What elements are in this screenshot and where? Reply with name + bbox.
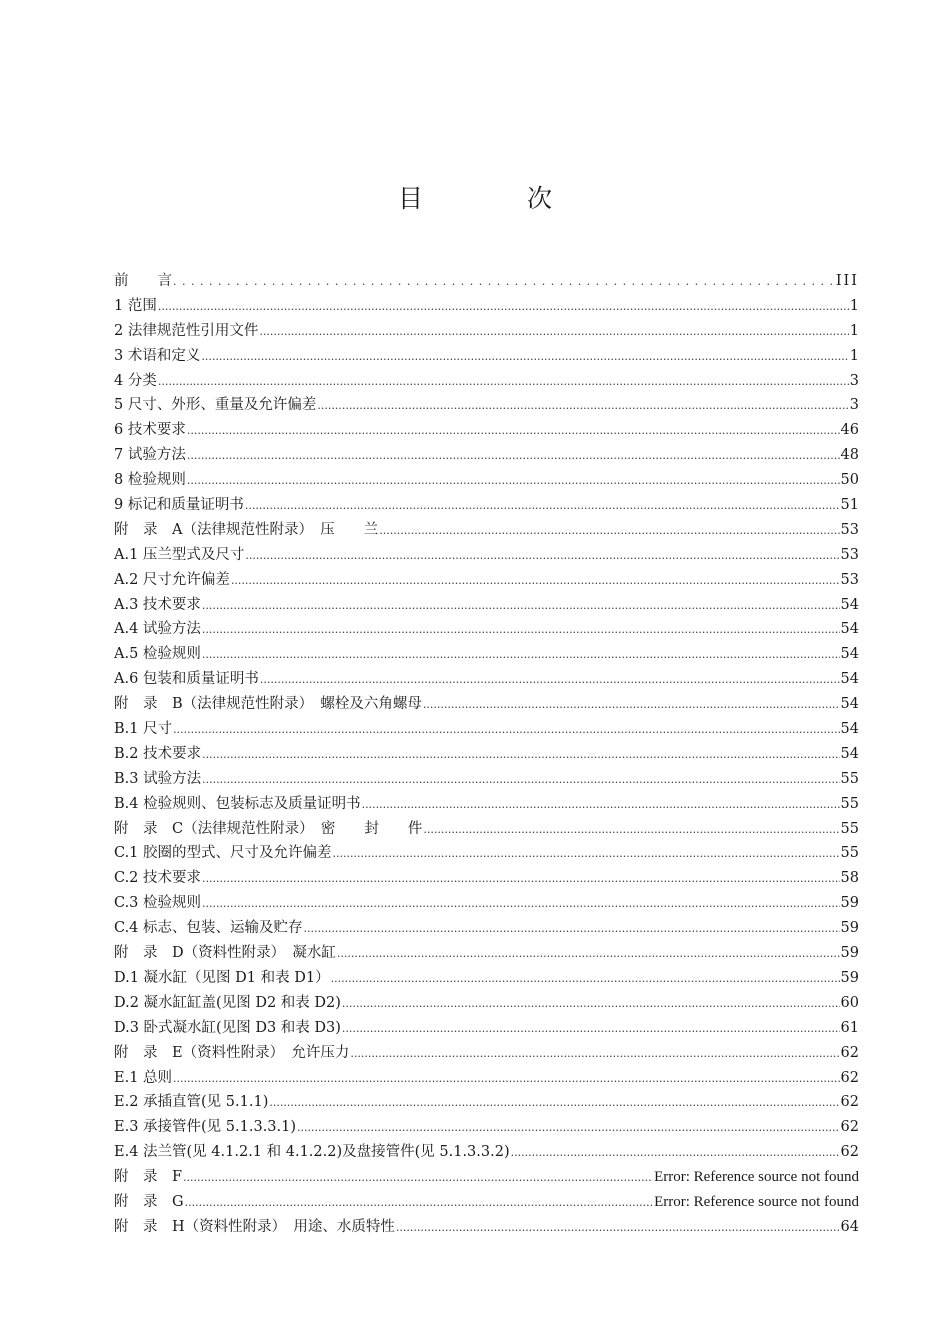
toc-dot-leader: [342, 992, 840, 1016]
toc-dot-leader: [202, 643, 840, 667]
toc-entry-page-number: 54: [840, 646, 859, 663]
toc-entry-page-number: 59: [840, 920, 859, 937]
toc-entry[interactable]: [114, 418, 859, 443]
table-of-contents: [114, 269, 859, 1240]
toc-dot-leader: [183, 1166, 653, 1190]
toc-dot-leader: [423, 818, 839, 842]
toc-entry-label: 2 法律规范性引用文件: [114, 322, 259, 339]
toc-dot-leader: [331, 967, 840, 991]
toc-dot-leader: [202, 768, 839, 792]
toc-dot-leader: [202, 892, 840, 916]
toc-dot-leader: [511, 1141, 840, 1165]
toc-entry[interactable]: [114, 642, 859, 667]
toc-entry-page-number: 62: [840, 1069, 859, 1086]
toc-dot-leader: [423, 693, 840, 717]
toc-entry-page-number: 3: [849, 372, 859, 389]
toc-entry[interactable]: [114, 1041, 859, 1066]
toc-entry-label: 1 范围: [114, 297, 157, 314]
toc-dot-leader: [379, 519, 839, 543]
toc-dot-leader: [187, 469, 840, 493]
toc-entry-page-number: 1: [849, 297, 859, 314]
toc-entry-page-number: Error: Reference source not found: [654, 1193, 859, 1210]
toc-entry-label: A.6 包装和质量证明书: [114, 671, 259, 688]
toc-dot-leader: [259, 320, 848, 344]
toc-entry[interactable]: [114, 717, 859, 742]
toc-entry-page-number: 1: [849, 347, 859, 364]
toc-entry-page-number: 54: [840, 671, 859, 688]
toc-entry-page-number: 1: [849, 322, 859, 339]
toc-entry-page-number: 54: [840, 696, 859, 713]
toc-entry-label: A.2 尺寸允许偏差: [114, 571, 230, 588]
toc-entry-page-number: 62: [840, 1144, 859, 1161]
toc-entry-label: E.3 承接管件(见 5.1.3.3.1): [114, 1119, 297, 1136]
toc-entry-label: C.3 检验规则: [114, 895, 202, 912]
toc-entry[interactable]: [114, 966, 859, 991]
toc-entry[interactable]: [114, 1115, 859, 1140]
toc-entry[interactable]: [114, 767, 859, 792]
toc-entry-label: 附 录 G: [114, 1193, 184, 1210]
toc-dot-leader: [202, 743, 839, 767]
toc-entry-page-number: 55: [840, 795, 859, 812]
toc-entry-label: C.4 标志、包装、运输及贮存: [114, 920, 303, 937]
toc-dot-leader: [350, 1042, 839, 1066]
toc-dot-leader: [185, 1191, 653, 1215]
toc-entry[interactable]: [114, 593, 859, 618]
toc-entry[interactable]: [114, 742, 859, 767]
toc-entry-label: D.2 凝水缸缸盖(见图 D2 和表 D2): [114, 994, 341, 1011]
toc-entry-page-number: 64: [840, 1218, 859, 1235]
toc-dot-leader: [269, 1091, 839, 1115]
page-title: 目 次: [398, 184, 600, 213]
toc-entry[interactable]: [114, 568, 859, 593]
toc-entry-label: 附 录 E（资料性附录） 允许压力: [114, 1044, 350, 1061]
toc-entry-label: 9 标记和质量证明书: [114, 497, 244, 514]
toc-entry-label: 前 言: [114, 273, 172, 289]
toc-entry-label: E.2 承插直管(见 5.1.1): [114, 1094, 269, 1111]
toc-entry[interactable]: [114, 269, 859, 294]
toc-entry-label: B.2 技术要求: [114, 745, 202, 762]
toc-entry[interactable]: [114, 1066, 859, 1091]
toc-entry-page-number: 54: [840, 596, 859, 613]
toc-entry-page-number: 60: [840, 994, 859, 1011]
toc-entry-page-number: 48: [840, 447, 859, 464]
toc-entry[interactable]: [114, 1016, 859, 1041]
toc-dot-leader: [260, 668, 840, 692]
toc-entry-label: 附 录 F: [114, 1169, 183, 1186]
toc-entry-label: 附 录 B（法律规范性附录） 螺栓及六角螺母: [114, 696, 422, 713]
toc-entry-label: E.4 法兰管(见 4.1.2.1 和 4.1.2.2)及盘接管件(见 5.1.3.3.2): [114, 1144, 510, 1161]
toc-entry-label: B.1 尺寸: [114, 721, 173, 738]
toc-entry-page-number: III: [835, 273, 859, 289]
toc-entry-page-number: 59: [840, 969, 859, 986]
toc-entry[interactable]: [114, 866, 859, 891]
toc-entry[interactable]: [114, 294, 859, 319]
toc-entry[interactable]: [114, 518, 859, 543]
toc-entry[interactable]: [114, 1190, 859, 1215]
toc-dot-leader: [173, 718, 839, 742]
toc-entry-page-number: 53: [840, 546, 859, 563]
toc-entry-label: 附 录 C（法律规范性附录） 密 封 件: [114, 820, 423, 837]
toc-entry-page-number: 55: [840, 820, 859, 837]
toc-entry-page-number: 54: [840, 621, 859, 638]
toc-entry-page-number: 3: [849, 397, 859, 414]
toc-dot-leader: [304, 917, 840, 941]
toc-entry-page-number: 46: [840, 422, 859, 439]
toc-entry-page-number: 55: [840, 770, 859, 787]
toc-entry-label: 8 检验规则: [114, 472, 186, 489]
toc-entry-label: D.3 卧式凝水缸(见图 D3 和表 D3): [114, 1019, 341, 1036]
toc-entry[interactable]: [114, 543, 859, 568]
toc-dot-leader: [187, 419, 840, 443]
toc-entry[interactable]: [114, 792, 859, 817]
toc-entry-label: 3 术语和定义: [114, 347, 201, 364]
toc-entry[interactable]: [114, 667, 859, 692]
toc-entry[interactable]: [114, 1215, 859, 1240]
toc-entry[interactable]: [114, 991, 859, 1016]
toc-dot-leader: [201, 345, 848, 369]
toc-dot-leader: [173, 270, 835, 294]
toc-dot-leader: [202, 594, 840, 618]
toc-entry-label: 附 录 D（资料性附录） 凝水缸: [114, 945, 336, 962]
toc-entry-label: 4 分类: [114, 372, 157, 389]
toc-entry-page-number: 59: [840, 895, 859, 912]
toc-entry[interactable]: [114, 344, 859, 369]
toc-entry[interactable]: [114, 1090, 859, 1115]
toc-entry-page-number: 55: [840, 845, 859, 862]
toc-dot-leader: [187, 444, 840, 468]
toc-dot-leader: [245, 544, 839, 568]
toc-dot-leader: [337, 942, 840, 966]
toc-entry[interactable]: [114, 393, 859, 418]
toc-entry-label: B.4 检验规则、包装标志及质量证明书: [114, 795, 361, 812]
toc-entry-page-number: 61: [840, 1019, 859, 1036]
toc-dot-leader: [396, 1216, 840, 1240]
toc-entry-label: 6 技术要求: [114, 422, 186, 439]
toc-entry-label: B.3 试验方法: [114, 770, 202, 787]
toc-entry-label: A.4 试验方法: [114, 621, 201, 638]
toc-dot-leader: [202, 618, 840, 642]
toc-entry-label: A.5 检验规则: [114, 646, 201, 663]
toc-entry[interactable]: [114, 443, 859, 468]
toc-entry[interactable]: [114, 941, 859, 966]
toc-entry[interactable]: [114, 692, 859, 717]
toc-entry-page-number: 50: [840, 472, 859, 489]
toc-dot-leader: [317, 394, 848, 418]
toc-dot-leader: [333, 842, 840, 866]
toc-entry[interactable]: [114, 493, 859, 518]
toc-entry-page-number: 58: [840, 870, 859, 887]
toc-dot-leader: [342, 1017, 840, 1041]
toc-entry-page-number: 51: [840, 497, 859, 514]
toc-dot-leader: [173, 1067, 840, 1091]
toc-entry-label: D.1 凝水缸（见图 D1 和表 D1）: [114, 969, 330, 986]
toc-entry-page-number: 59: [840, 945, 859, 962]
toc-entry[interactable]: [114, 916, 859, 941]
toc-entry-page-number: 62: [840, 1119, 859, 1136]
toc-entry[interactable]: [114, 369, 859, 394]
toc-entry-label: A.3 技术要求: [114, 596, 201, 613]
toc-dot-leader: [158, 370, 849, 394]
toc-entry[interactable]: [114, 1140, 859, 1165]
toc-dot-leader: [362, 793, 840, 817]
toc-entry[interactable]: [114, 1165, 859, 1190]
toc-dot-leader: [245, 494, 840, 518]
toc-entry-label: 附 录 A（法律规范性附录） 压 兰: [114, 521, 379, 538]
toc-entry-page-number: 53: [840, 571, 859, 588]
toc-entry-label: E.1 总则: [114, 1069, 173, 1086]
toc-entry-page-number: 62: [840, 1094, 859, 1111]
toc-entry-page-number: 53: [840, 521, 859, 538]
toc-dot-leader: [202, 867, 840, 891]
toc-entry[interactable]: [114, 617, 859, 642]
toc-entry-page-number: 54: [840, 745, 859, 762]
toc-dot-leader: [297, 1116, 840, 1140]
toc-entry[interactable]: [114, 891, 859, 916]
toc-entry-page-number: Error: Reference source not found: [654, 1169, 859, 1186]
toc-entry-label: C.1 胶圈的型式、尺寸及允许偏差: [114, 845, 332, 862]
toc-entry-label: 5 尺寸、外形、重量及允许偏差: [114, 397, 317, 414]
toc-dot-leader: [231, 569, 840, 593]
toc-entry-label: 附 录 H（资料性附录） 用途、水质特性: [114, 1218, 395, 1235]
toc-entry[interactable]: [114, 841, 859, 866]
toc-entry-label: 7 试验方法: [114, 447, 186, 464]
toc-entry-page-number: 62: [840, 1044, 859, 1061]
toc-entry[interactable]: [114, 817, 859, 842]
toc-entry[interactable]: [114, 468, 859, 493]
toc-entry-label: A.1 压兰型式及尺寸: [114, 546, 245, 563]
toc-entry-label: C.2 技术要求: [114, 870, 202, 887]
toc-dot-leader: [158, 295, 849, 319]
toc-entry[interactable]: [114, 319, 859, 344]
toc-entry-page-number: 54: [840, 721, 859, 738]
